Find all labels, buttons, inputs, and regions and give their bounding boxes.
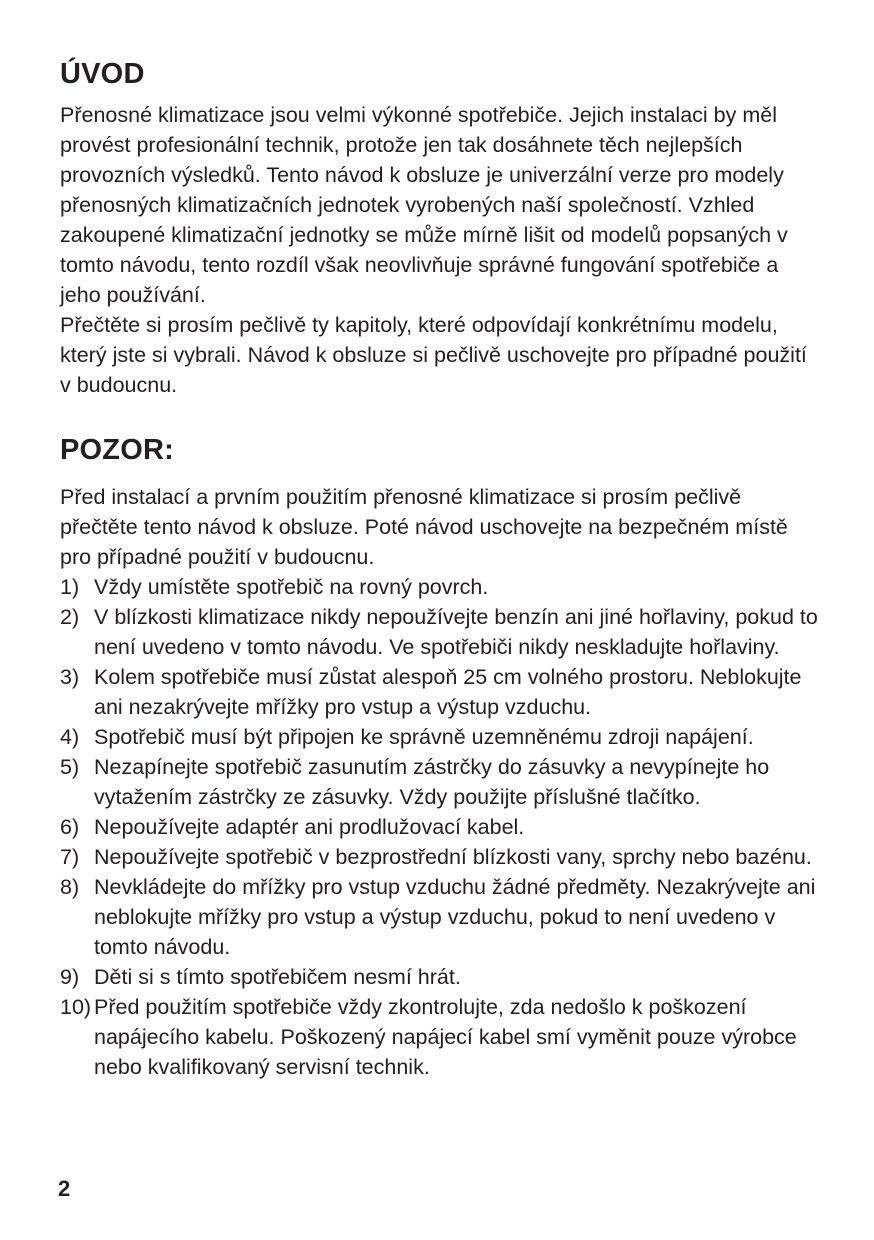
page-number: 2 [58,1176,71,1201]
list-number: 2) [60,605,80,629]
list-text: Spotřebič musí být připojen ke správně uzemněnému zdroji napájení. [94,725,754,749]
list-item [60,962,820,992]
list-number: 10) [60,995,92,1019]
intro-paragraph-2: Přečtěte si prosím pečlivě ty kapitoly, které odpovídají konkrétnímu modelu, který jste si vybrali. Návod k obsluze si pečlivě uschovejte pro případné použití v budoucnu. [60,313,807,397]
intro-paragraph-1: Přenosné klimatizace jsou velmi výkonné spotřebiče. Jejich instalaci by měl provést profesionální technik, protože jen tak dosáhnete těch nejlepších provozních výsledků. Tento návod k obsluze je univerzální verze pro modely přenosných klimatizačních jednotek vyrobených naší společností. Vzhled zakoupené klimatizační jednotky se může mírně lišit od modelů popsaných v tomto návodu, tento rozdíl však neovlivňuje správné fungování spotřebiče a jeho používání. [60,103,788,307]
list-text: Kolem spotřebiče musí zůstat alespoň 25 cm volného prostoru. Neblokujte ani nezakrývejte mřížky pro vstup a výstup vzduchu. [94,665,802,719]
list-item [60,662,820,722]
safety-rules-list [60,572,820,1082]
warning-intro: Před instalací a prvním použitím přenosné klimatizace si prosím pečlivě přečtěte tento návod k obsluze. Poté návod uschovejte na bezpečném místě pro případné použití v budoucnu. [60,485,788,569]
heading-uvod: ÚVOD [60,58,145,90]
list-text: Vždy umístěte spotřebič na rovný povrch. [94,575,489,599]
list-number: 3) [60,665,80,689]
document-page [60,52,820,1082]
list-item [60,872,820,962]
list-item [60,602,820,662]
list-item [60,572,820,602]
list-item [60,722,820,752]
list-text: Nepoužívejte spotřebič v bezprostřední blízkosti vany, sprchy nebo bazénu. [94,845,812,869]
list-item [60,752,820,812]
list-number: 9) [60,965,80,989]
list-number: 6) [60,815,80,839]
list-number: 7) [60,845,80,869]
list-number: 8) [60,875,80,899]
list-item [60,812,820,842]
list-number: 5) [60,755,80,779]
list-text: Před použitím spotřebiče vždy zkontrolujte, zda nedošlo k poškození napájecího kabelu. Poškozený napájecí kabel smí vyměnit pouze výrobce nebo kvalifikovaný servisní technik. [94,995,797,1079]
heading-pozor: POZOR: [60,434,174,466]
intro-section [60,100,820,400]
list-text: Nezapínejte spotřebič zasunutím zástrčky do zásuvky a nevypínejte ho vytažením zástrčky ze zásuvky. Vždy použijte příslušné tlačítko. [94,755,770,809]
list-number: 4) [60,725,80,749]
list-text: V blízkosti klimatizace nikdy nepoužívejte benzín ani jiné hořlaviny, pokud to není uvedeno v tomto návodu. Ve spotřebiči nikdy neskladujte hořlaviny. [94,605,818,659]
list-text: Nevkládejte do mřížky pro vstup vzduchu žádné předměty. Nezakrývejte ani neblokujte mřížky pro vstup a výstup vzduchu, pokud to není uvedeno v tomto návodu. [94,875,816,959]
list-text: Nepoužívejte adaptér ani prodlužovací kabel. [94,815,525,839]
list-text: Děti si s tímto spotřebičem nesmí hrát. [94,965,461,989]
list-item [60,842,820,872]
list-number: 1) [60,575,80,599]
list-item [60,992,820,1082]
